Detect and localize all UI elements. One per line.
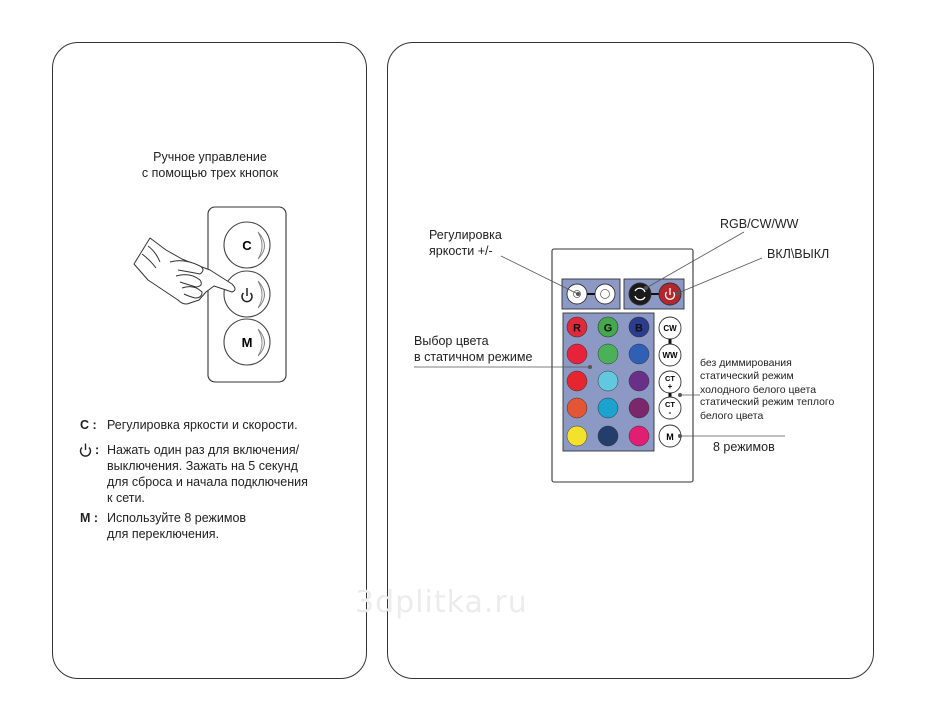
power-button[interactable]: [224, 271, 270, 317]
legend-text-m: Используйте 8 режимов для переключения.: [107, 511, 247, 541]
label-color-select: Выбор цвета в статичном режиме: [414, 334, 533, 364]
svg-text:-: -: [668, 408, 672, 417]
ww-button[interactable]: [659, 344, 681, 366]
color-swatch-button[interactable]: [629, 426, 649, 446]
legend-key-c: C :: [80, 418, 97, 432]
green-letter-button[interactable]: [598, 317, 618, 337]
m-mode-button[interactable]: [659, 425, 681, 447]
ct-minus-button[interactable]: [659, 397, 681, 419]
svg-text:+: +: [667, 382, 673, 391]
label-no-dimming: без диммирования: [700, 357, 792, 369]
color-grid: [567, 317, 649, 446]
manual-control-title: Ручное управление с помощью трех кнопок: [141, 150, 279, 180]
legend-text-power: Нажать один раз для включения/ выключения. Зажать на 5 секунд для сброса и начала подключения к сети.: [107, 443, 308, 505]
watermark: 3dplitka.ru: [355, 585, 528, 620]
color-swatch-button[interactable]: [598, 398, 618, 418]
color-swatch-button[interactable]: [567, 426, 587, 446]
legend-key-power: [79, 442, 105, 462]
color-swatch-button[interactable]: [598, 371, 618, 391]
color-swatch-button[interactable]: [567, 371, 587, 391]
label-brightness: Регулировка яркости +/-: [429, 228, 502, 258]
blue-letter-label: B: [635, 322, 643, 335]
m-button-label: M: [241, 335, 253, 350]
color-swatch-button[interactable]: [598, 344, 618, 364]
green-letter-label: G: [603, 322, 613, 335]
color-swatch-button[interactable]: [629, 371, 649, 391]
c-button[interactable]: [224, 222, 270, 268]
m-mode-label: M: [666, 432, 674, 442]
label-modes: 8 режимов: [713, 440, 775, 454]
legend-key-m: M :: [80, 511, 99, 525]
cw-label: CW: [663, 324, 677, 333]
color-swatch-button[interactable]: [598, 426, 618, 446]
m-button[interactable]: [224, 319, 270, 365]
label-warm-static: статический режим теплого белого цвета: [700, 396, 835, 422]
color-swatch-button[interactable]: [629, 398, 649, 418]
red-letter-button[interactable]: [567, 317, 587, 337]
blue-letter-button[interactable]: [629, 317, 649, 337]
ww-label: WW: [662, 351, 678, 360]
svg-text:CT: CT: [665, 374, 675, 383]
ct-plus-button[interactable]: [659, 371, 681, 393]
red-letter-label: R: [573, 322, 581, 335]
label-cold-static: статический режим холодного белого цвета: [700, 370, 817, 396]
c-button-label: C: [242, 238, 252, 253]
legend-power-colon: :: [95, 443, 100, 457]
label-on-off: ВКЛ\ВЫКЛ: [767, 247, 830, 261]
label-rgb-cw-ww: RGB/CW/WW: [720, 217, 799, 231]
brightness-up-button[interactable]: [595, 284, 615, 304]
svg-text:CT: CT: [665, 400, 675, 409]
color-swatch-button[interactable]: [567, 344, 587, 364]
cw-button[interactable]: [659, 317, 681, 339]
rgb-cw-ww-button[interactable]: [629, 283, 651, 305]
color-swatch-button[interactable]: [629, 344, 649, 364]
legend-text-c: Регулировка яркости и скорости.: [107, 418, 298, 432]
color-swatch-button[interactable]: [567, 398, 587, 418]
power-icon: [79, 442, 105, 458]
